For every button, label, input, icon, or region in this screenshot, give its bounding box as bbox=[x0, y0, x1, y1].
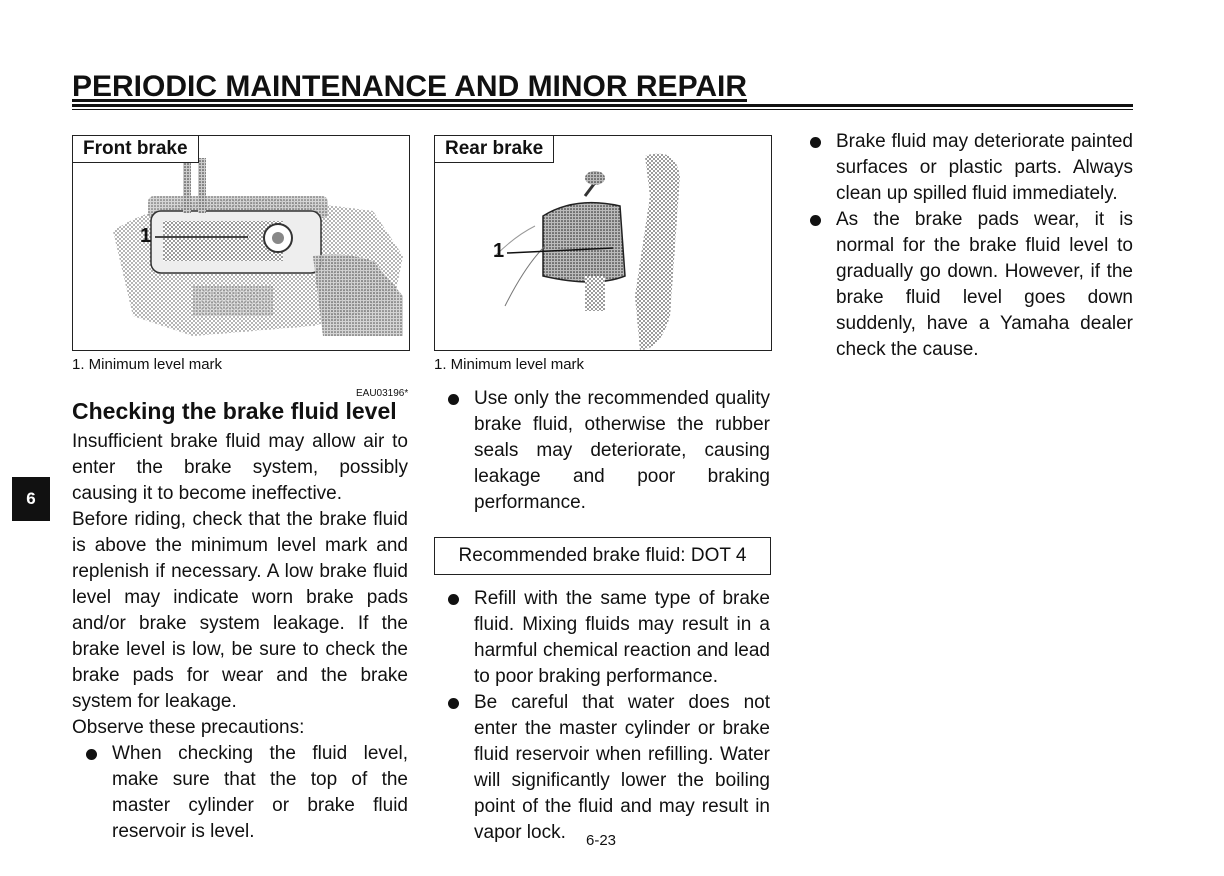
section-heading: Checking the brake fluid level bbox=[72, 398, 397, 424]
precaution-list bbox=[796, 129, 1133, 363]
rear-brake-callout: 1 bbox=[493, 240, 505, 262]
list-item: As the brake pads wear, it is normal for the brake fluid level to gradually go down. However, if the brake fluid level goes down suddenly, have a Yamaha dealer check the cause. bbox=[796, 207, 1133, 363]
rear-brake-figure bbox=[434, 135, 772, 351]
front-brake-callout: 1 bbox=[140, 225, 152, 247]
precaution-list bbox=[434, 586, 770, 846]
left-column bbox=[72, 429, 408, 845]
middle-column-top bbox=[434, 386, 770, 516]
paragraph-intro: Insufficient brake fluid may allow air to enter the brake system, possibly causing it to become ineffective. bbox=[72, 431, 408, 504]
header-rule-thin bbox=[72, 109, 1133, 110]
recommended-fluid-box: Recommended brake fluid: DOT 4 bbox=[434, 537, 771, 575]
right-column bbox=[796, 129, 1133, 363]
front-brake-figure bbox=[72, 135, 410, 351]
rear-brake-caption: 1. Minimum level mark bbox=[434, 356, 585, 373]
precaution-list bbox=[72, 741, 408, 845]
header-rule bbox=[72, 104, 1133, 107]
rear-brake-label: Rear brake bbox=[435, 136, 554, 163]
page-title: PERIODIC MAINTENANCE AND MINOR REPAIR bbox=[72, 70, 748, 103]
list-item: Refill with the same type of brake fluid. Mixing fluids may result in a harmful chemical reaction and lead to poor braking performance. bbox=[434, 586, 770, 690]
list-item: Brake fluid may deteriorate painted surfaces or plastic parts. Always clean up spilled fluid immediately. bbox=[796, 129, 1133, 207]
precaution-list bbox=[434, 386, 770, 516]
paragraph-precautions: Observe these precautions: bbox=[72, 717, 305, 738]
middle-column-bottom bbox=[434, 586, 770, 846]
paragraph-check: Before riding, check that the brake fluid is above the minimum level mark and replenish if necessary. A low brake fluid level may indicate worn brake pads and/or brake system leakage. If the brake level is low, be sure to check the brake pads for wear and the brake system for leakage. bbox=[72, 509, 408, 712]
front-brake-label: Front brake bbox=[73, 136, 199, 163]
section-code: EAU03196* bbox=[356, 388, 409, 399]
page-number: 6-23 bbox=[586, 832, 617, 849]
list-item: Be careful that water does not enter the master cylinder or brake fluid reservoir when refilling. Water will significantly lower the boiling point of the fluid and may result in vapor lock. bbox=[434, 690, 770, 846]
list-item: When checking the fluid level, make sure that the top of the master cylinder or brake fluid reservoir is level. bbox=[72, 741, 408, 845]
list-item: Use only the recommended quality brake fluid, otherwise the rubber seals may deteriorate, causing leakage and poor braking performance. bbox=[434, 386, 770, 516]
front-brake-caption: 1. Minimum level mark bbox=[72, 356, 223, 373]
chapter-tab: 6 bbox=[12, 477, 50, 521]
front-brake-illustration bbox=[73, 136, 409, 350]
rear-brake-illustration bbox=[435, 136, 771, 350]
